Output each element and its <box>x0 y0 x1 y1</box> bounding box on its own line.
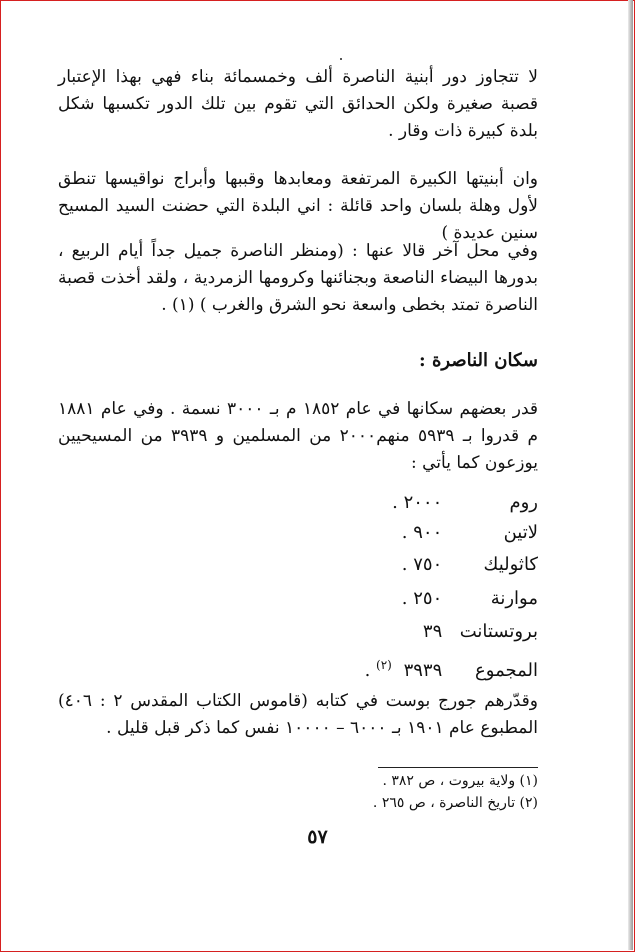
table-row-total <box>298 650 538 680</box>
footnote-ref: (٢) <box>376 658 392 672</box>
footnote-1: (١) ولاية بيروت ، ص ٣٨٢ . <box>382 773 538 789</box>
community-label: بروتستانت <box>459 621 538 642</box>
community-label: روم <box>509 492 538 513</box>
community-count: ٢٥٠ . <box>401 588 443 609</box>
footnote-2: (٢) تاريخ الناصرة ، ص ٢٦٥ . <box>372 795 538 811</box>
table-row <box>298 550 538 580</box>
community-label: لاتين <box>503 522 538 543</box>
total-label: المجموع <box>475 660 538 681</box>
table-row <box>298 518 538 548</box>
paragraph-post: وقدّرهم جورج بوست في كتابه (قاموس الكتاب المقدس ٢ : ٤٠٦) المطبوع عام ١٩٠١ بـ ٦٠٠٠ – ١٠٠٠٠ نفس كما ذكر قبل قليل . <box>58 691 538 738</box>
community-label: موارنة <box>490 588 538 609</box>
table-row <box>298 617 538 647</box>
section-heading-population: سكان الناصرة : <box>419 350 538 371</box>
page-number: ٥٧ <box>307 826 328 848</box>
total-period: . <box>364 660 371 681</box>
community-count: ٣٩ <box>422 621 443 642</box>
table-row <box>298 584 538 614</box>
community-count: ٧٥٠ . <box>401 554 443 575</box>
print-speck <box>340 58 342 60</box>
community-count: ٢٠٠٠ . <box>392 492 443 513</box>
total-count: ٣٩٣٩ <box>403 660 443 681</box>
paragraph-quote: وفي محل آخر قالا عنها : (ومنظر الناصرة جميل جداً أيام الربيع ، بدورها البيضاء الناصعة وبجنائنها وكرومها الزمردية ، ولقد أخذت قصبة الناصرة تمتد بخطى واسعة نحو الشرق والغرب ) (١) . <box>58 241 538 315</box>
paragraph-census: قدر بعضهم سكانها في عام ١٨٥٢ م بـ ٣٠٠٠ نسمة . وفي عام ١٨٨١ م قدروا بـ ٥٩٣٩ منهم٢٠٠٠ من المسلمين و ٣٩٣٩ من المسيحيين يوزعون كما يأتي : <box>58 399 539 473</box>
scroll-edge-shadow <box>628 0 633 950</box>
paragraph-buildings: وان أبنيتها الكبيرة المرتفعة ومعابدها وقببها وأبراج نواقيسها تنطق لأول وهلة بلسان واحد قائلة : اني البلدة التي حضنت السيد المسيح سنين عديدة ) <box>58 169 538 243</box>
footnote-divider <box>378 767 538 768</box>
paragraph-intro: لا تتجاوز دور أبنية الناصرة ألف وخمسمائة بناء فهي بهذا الإعتبار قصبة صغيرة ولكن الحدائق التي تقوم بين تلك الدور تكسبها شكل بلدة كبيرة ذات وقار . <box>58 67 538 141</box>
community-count: ٩٠٠ . <box>401 522 443 543</box>
table-row <box>298 488 538 518</box>
community-label: كاثوليك <box>483 554 538 575</box>
